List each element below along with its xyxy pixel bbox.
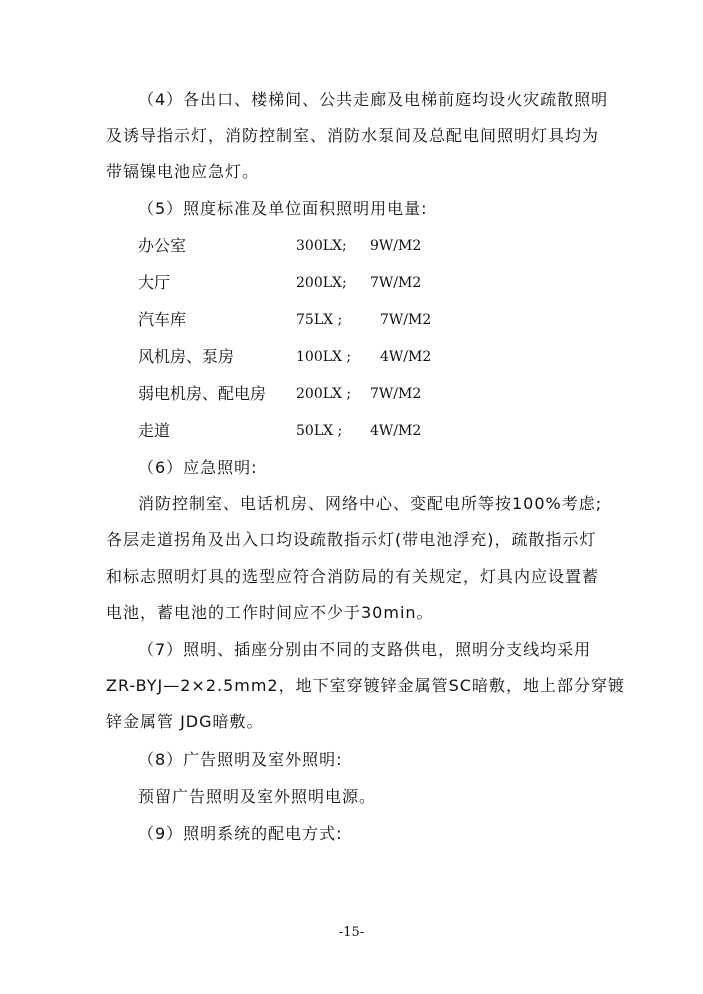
power-density-value: 7W/M2: [380, 312, 432, 328]
paragraph-6-heading: （6）应急照明:: [138, 458, 258, 477]
paragraph-4-line-3: 带镉镍电池应急灯。: [106, 162, 260, 181]
paragraph-8-heading: （8）广告照明及室外照明:: [138, 750, 343, 769]
room-name: 汽车库: [138, 310, 187, 329]
power-density-value: 7W/M2: [370, 275, 422, 291]
paragraph-5-heading: （5）照度标准及单位面积照明用电量:: [138, 199, 428, 218]
room-name: 大厅: [138, 273, 171, 292]
paragraph-6-line-2: 各层走道拐角及出入口均设疏散指示灯(带电池浮充)，疏散指示灯: [106, 530, 597, 549]
paragraph-6-line-3: 和标志照明灯具的选型应符合消防局的有关规定，灯具内应设置蓄: [106, 567, 600, 586]
power-density-value: 9W/M2: [370, 238, 422, 254]
paragraph-9-heading: （9）照明系统的配电方式:: [138, 824, 343, 843]
illuminance-value: 200LX;: [296, 275, 347, 291]
paragraph-7-line-2: ZR-BYJ—2×2.5mm2，地下室穿镀锌金属管SC暗敷，地上部分穿镀: [106, 676, 625, 695]
illuminance-value: 300LX;: [296, 238, 347, 254]
paragraph-4-line-1: （4）各出口、楼梯间、公共走廊及电梯前庭均设火灾疏散照明: [138, 90, 609, 109]
paragraph-6-line-4: 电池，蓄电池的工作时间应不少于30min。: [106, 603, 434, 622]
room-name: 弱电机房、配电房: [138, 384, 267, 403]
paragraph-7-line-1: （7）照明、插座分别由不同的支路供电，照明分支线均采用: [138, 640, 592, 659]
page-number: -15-: [338, 925, 365, 940]
power-density-value: 4W/M2: [370, 423, 422, 439]
paragraph-7-line-3: 锌金属管 JDG暗敷。: [106, 712, 264, 731]
illuminance-value: 75LX ;: [296, 312, 343, 328]
paragraph-4-line-2: 及诱导指示灯，消防控制室、消防水泵间及总配电间照明灯具均为: [106, 126, 600, 145]
illuminance-value: 100LX ;: [296, 349, 352, 365]
paragraph-6-line-1: 消防控制室、电话机房、网络中心、变配电所等按100%考虑;: [138, 494, 603, 513]
illuminance-value: 200LX ;: [296, 386, 352, 402]
illuminance-value: 50LX ;: [296, 423, 343, 439]
paragraph-8-line-1: 预留广告照明及室外照明电源。: [138, 787, 377, 806]
power-density-value: 4W/M2: [380, 349, 432, 365]
room-name: 走道: [138, 421, 171, 440]
room-name: 办公室: [138, 236, 187, 255]
power-density-value: 7W/M2: [370, 386, 422, 402]
room-name: 风机房、泵房: [138, 347, 235, 366]
